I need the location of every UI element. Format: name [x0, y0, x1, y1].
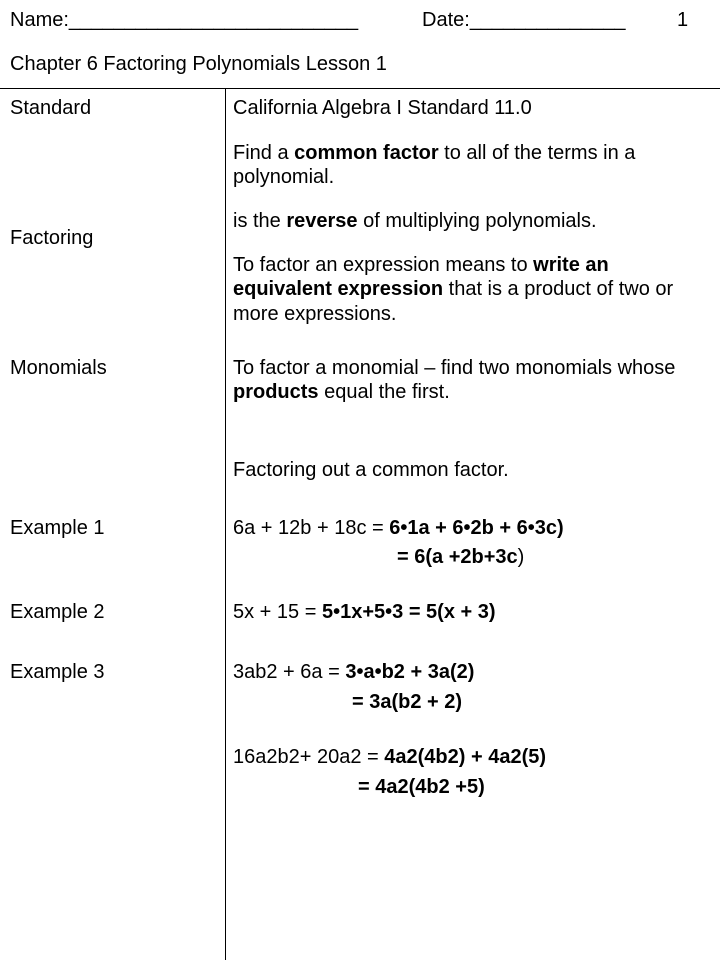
- example-1-line-1: 6a + 12b + 18c = 6•1a + 6•2b + 6•3c): [233, 517, 564, 539]
- example-3-line-4: = 4a2(4b2 +5): [358, 776, 485, 798]
- name-field: [10, 8, 358, 32]
- standard-text: California Algebra I Standard 11.0: [233, 97, 532, 119]
- example-3-line-3: 16a2b2+ 20a2 = 4a2(4b2) + 4a2(5): [233, 746, 547, 768]
- label-example-1: Example 1: [10, 517, 105, 539]
- label-factoring: Factoring: [10, 227, 94, 249]
- example-3-line-2: = 3a(b2 + 2): [352, 691, 463, 713]
- example-1-line-2: = 6(a +2b+3c): [397, 546, 525, 568]
- label-monomials: Monomials: [10, 357, 107, 379]
- name-blank: __________________________: [68, 9, 359, 31]
- factor-expression-definition: To factor an expression means to write an equivalent expression that is a product of two or more expressions.: [233, 254, 674, 325]
- example-2-line: 5x + 15 = 5•1x+5•3 = 5(x + 3): [233, 601, 496, 623]
- factoring-out-heading: Factoring out a common factor.: [233, 459, 509, 481]
- header-divider: [0, 88, 720, 89]
- common-factor-term: common factor: [294, 142, 439, 164]
- reverse-term: reverse: [286, 210, 358, 232]
- date-label: Date:: [422, 9, 470, 31]
- chapter-title: Chapter 6 Factoring Polynomials Lesson 1: [10, 53, 387, 75]
- label-example-2: Example 2: [10, 601, 105, 623]
- monomial-definition: To factor a monomial – find two monomials whose products equal the first.: [233, 357, 676, 404]
- label-example-3: Example 3: [10, 661, 105, 683]
- common-factor-definition: Find a common factor to all of the terms in a polynomial.: [233, 142, 636, 189]
- name-label: Name:: [10, 9, 69, 31]
- products-term: products: [233, 381, 319, 404]
- label-standard: Standard: [10, 97, 92, 119]
- page-number: 1: [677, 9, 689, 31]
- example-3-line-1: 3ab2 + 6a = 3•a•b2 + 3a(2): [233, 661, 475, 683]
- date-blank: ______________: [469, 9, 626, 31]
- date-field: [422, 8, 626, 32]
- column-divider: [225, 88, 226, 960]
- equivalent-expression-term: write an equivalent expression: [233, 254, 609, 301]
- reverse-definition: is the reverse of multiplying polynomials.: [233, 210, 597, 232]
